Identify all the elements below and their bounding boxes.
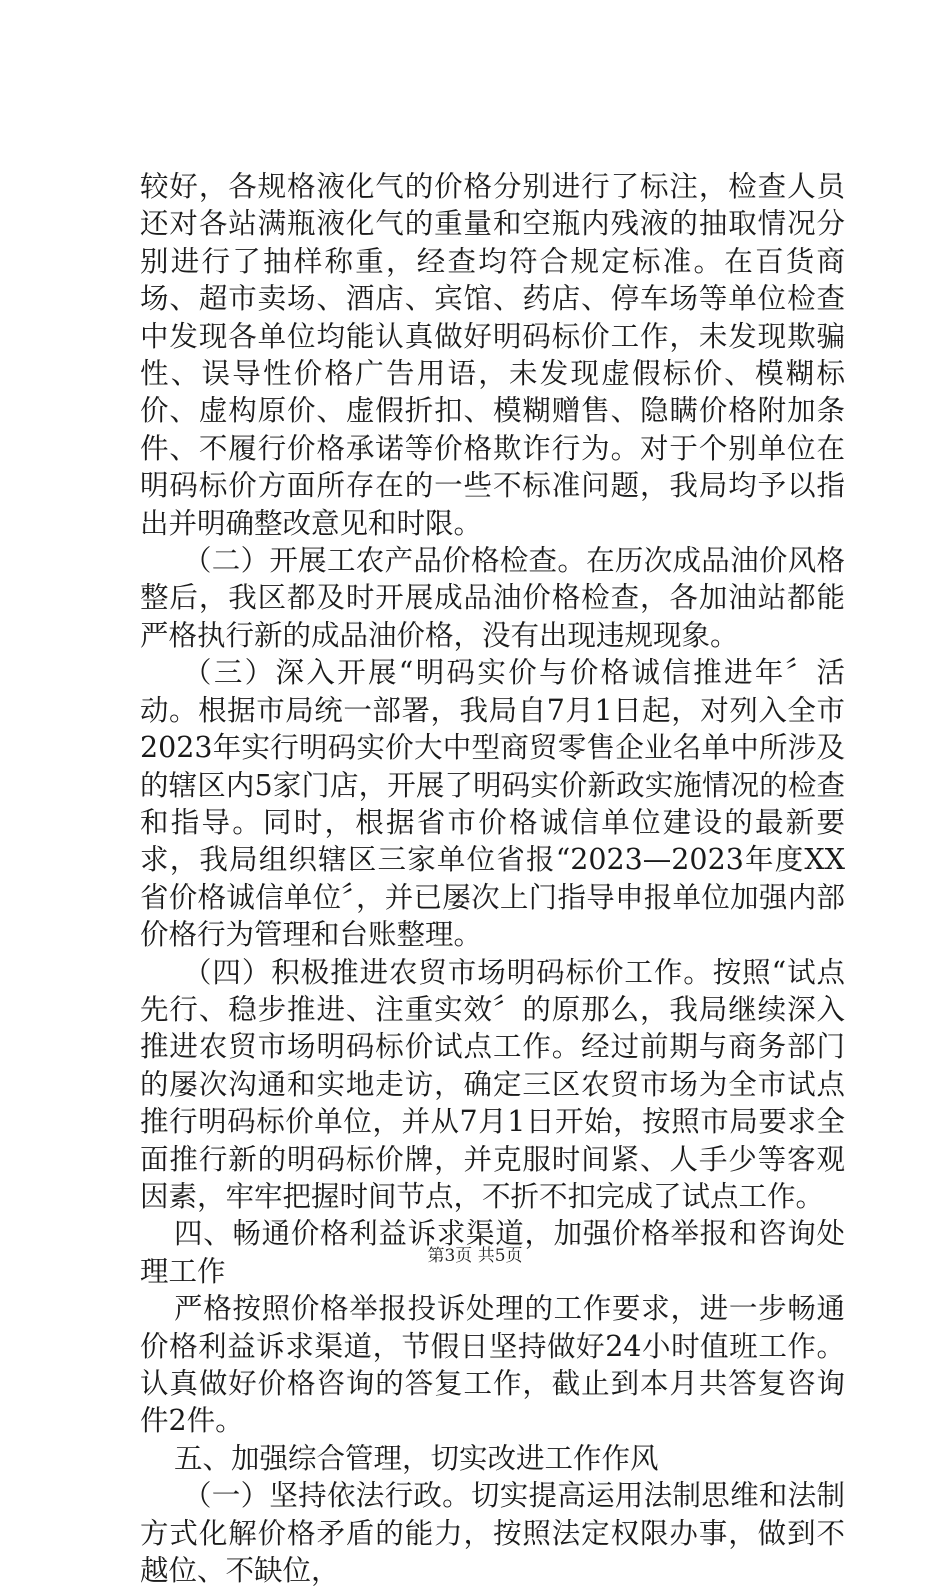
paragraph-section-4: （四）积极推进农贸市场明码标价工作。按照“试点先行、稳步推进、注重实效〞的原那么，我局继续深入推进农贸市场明码标价试点工作。经过前期与商务部门的屡次沟通和实地走访，确定三区农贸市场为全市试点推行明码标价单位，并从7月1日开始，按照市局要求全面推行新的明码标价牌，并克服时间紧、人手少等客观因素，牢牢把握时间节点，不折不扣完成了试点工作。: [140, 955, 845, 1213]
heading-part-5: 五、加强综合管理，切实改进工作作风: [174, 1441, 659, 1475]
heading-part-4: 四、畅通价格利益诉求渠道，加强价格举报和咨询处理工作: [140, 1217, 845, 1288]
paragraph-continuation: 较好，各规格液化气的价格分别进行了标注，检查人员还对各站满瓶液化气的重量和空瓶内残液的抽取情况分别进行了抽样称重，经查均符合规定标准。在百货商场、超市卖场、酒店、宾馆、药店、停车场等单位检查中发现各单位均能认真做好明码标价工作，未发现欺骗性、误导性价格广告用语，未发现虚假标价、模糊标价、虚构原价、虚假折扣、模糊赠售、隐瞒价格附加条件、不履行价格承诺等价格欺诈行为。对于个别单位在明码标价方面所存在的一些不标准问题，我局均予以指出并明确整改意见和时限。: [140, 170, 845, 540]
paragraph-part-4-body: 严格按照价格举报投诉处理的工作要求，进一步畅通价格利益诉求渠道，节假日坚持做好24小时值班工作。认真做好价格咨询的答复工作，截止到本月共答复咨询件2件。: [140, 1292, 845, 1438]
paragraph-section-2: （二）开展工农产品价格检查。在历次成品油价风格整后，我区都及时开展成品油价格检查，各加油站都能严格执行新的成品油价格，没有出现违规现象。: [140, 544, 845, 652]
page-number-footer: 第3页 共5页: [427, 1246, 523, 1266]
document-body: [140, 168, 845, 1589]
paragraph-section-3: （三）深入开展“明码实价与价格诚信推进年〞活动。根据市局统一部署，我局自7月1日起，对列入全市2023年实行明码实价大中型商贸零售企业名单中所涉及的辖区内5家门店，开展了明码实价新政实施情况的检查和指导。同时，根据省市价格诚信单位建设的最新要求，我局组织辖区三家单位省报“2023—2023年度XX省价格诚信单位〞，并已屡次上门指导申报单位加强内部价格行为管理和台账整理。: [140, 656, 845, 952]
paragraph-part-5-item-1: （一）坚持依法行政。切实提高运用法制思维和法制方式化解价格矛盾的能力，按照法定权限办事，做到不越位、不缺位，: [140, 1479, 845, 1588]
